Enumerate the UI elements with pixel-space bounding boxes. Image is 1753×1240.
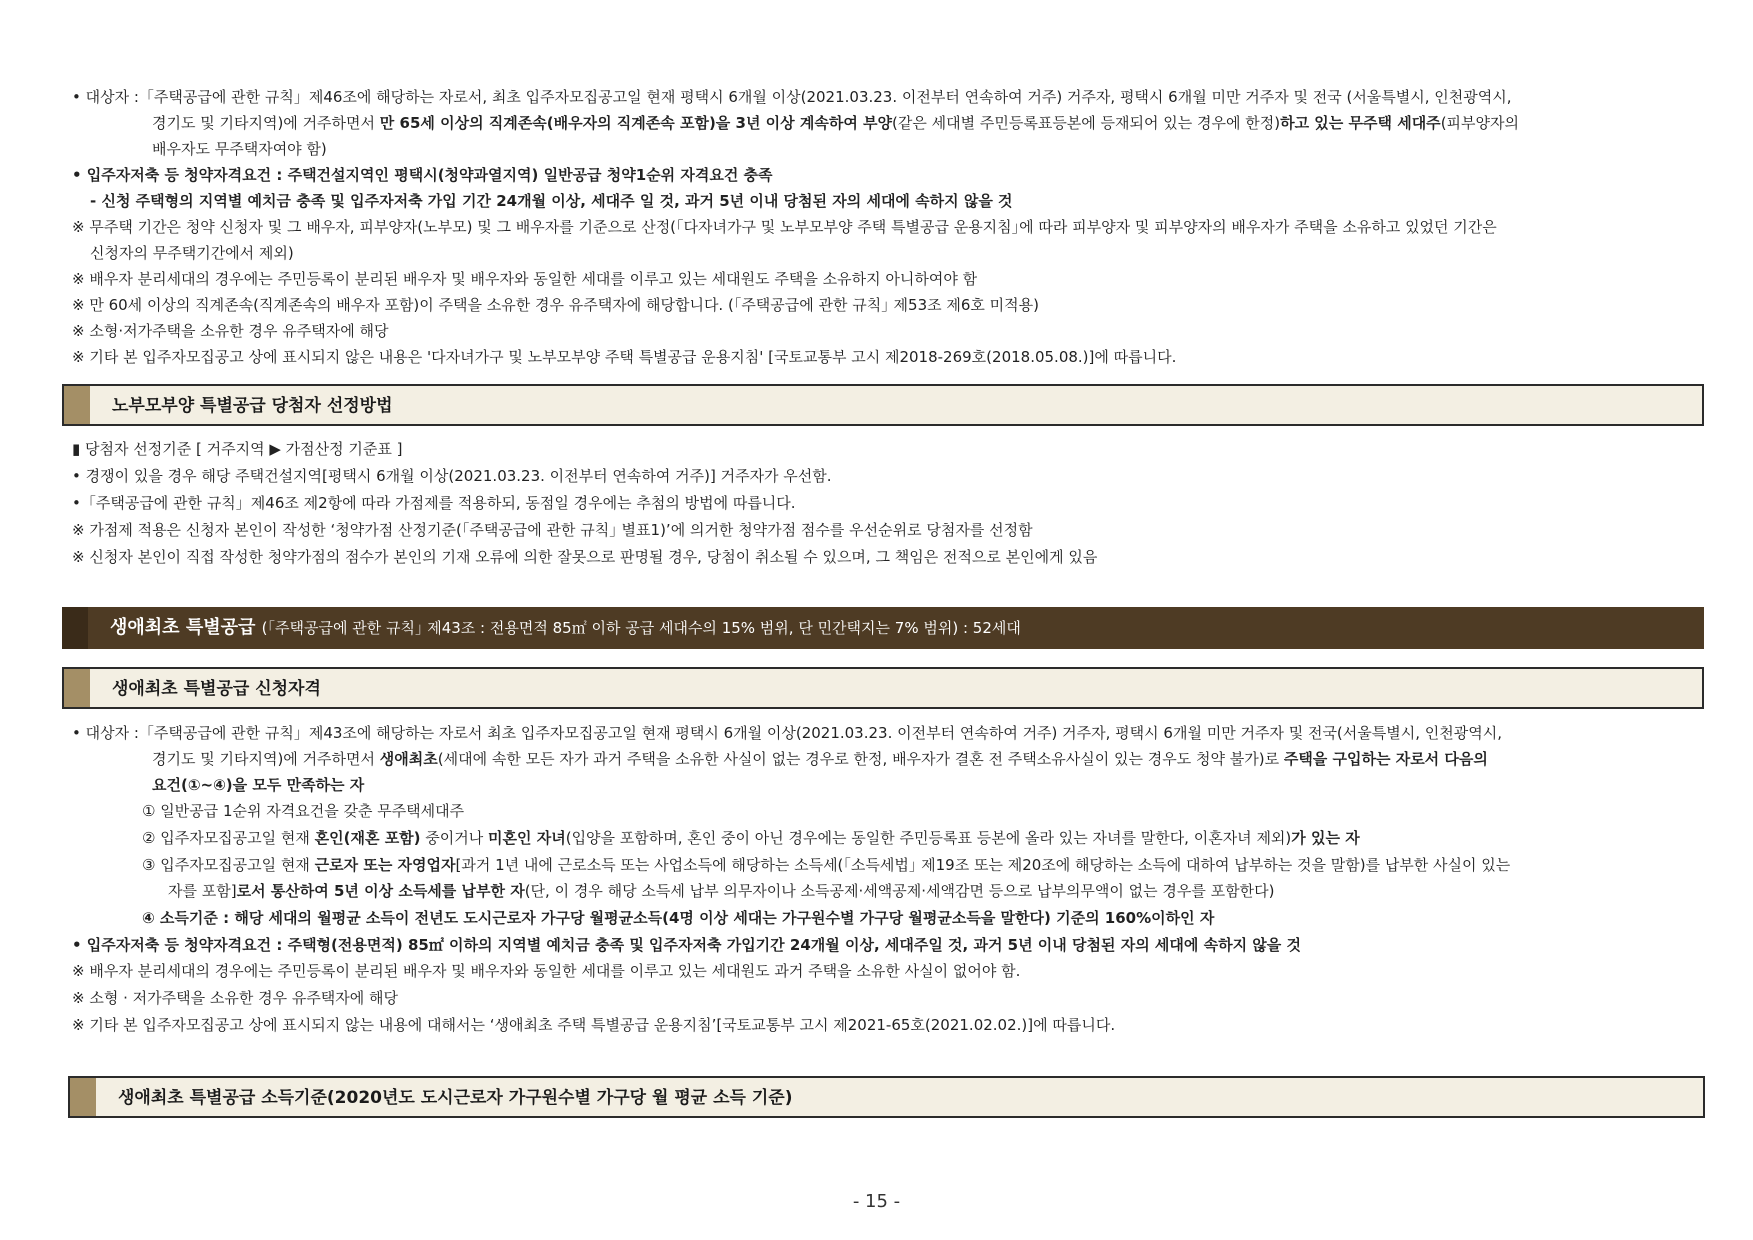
criteria-line: ▮ 당첨자 선정기준 [ 거주지역 ▶ 가점산정 기준표 ] xyxy=(72,440,403,458)
condition-item: ① 일반공급 1순위 자격요건을 갖춘 무주택세대주 xyxy=(142,802,465,820)
page-number: - 15 - xyxy=(852,1191,901,1212)
header-tab xyxy=(62,607,88,649)
section-header xyxy=(68,1076,1705,1118)
section-title: 생애최초 특별공급 소득기준(2020년도 도시근로자 가구원수별 가구당 월 평균 소득 기준) xyxy=(118,1088,793,1108)
eligibility-line: 요건(①~④)을 모두 만족하는 자 xyxy=(152,776,365,794)
section-banner xyxy=(62,607,1704,649)
section-title: 노부모부양 특별공급 당첨자 선정방법 xyxy=(112,396,393,416)
eligibility-line: • 대상자 :「주택공급에 관한 규칙」제46조에 해당하는 자로서, 최초 입주자모집공고일 현재 평택시 6개월 이상(2021.03.23. 이전부터 연속하여 거주) 거주자, 평택시 6개월 미만 거주자 및 전국 (서울특별시, 인천광역시, xyxy=(72,88,1512,106)
condition-item: ④ 소득기준 : 해당 세대의 월평균 소득이 전년도 도시근로자 가구당 월평균소득(4명 이상 세대는 가구원수별 가구당 월평균소득을 말한다) 기준의 160%이하인 자 xyxy=(142,909,1215,927)
condition-item: 자를 포함]로서 통산하여 5년 이상 소득세를 납부한 자(단, 이 경우 해당 소득세 납부 의무자이나 소득공제·세액공제·세액감면 등으로 납부의무액이 없는 경우를 포함한다) xyxy=(168,882,1275,900)
note-line: ※ 신청자 본인이 직접 작성한 청약가점의 점수가 본인의 기재 오류에 의한 잘못으로 판명될 경우, 당첨이 취소될 수 있으며, 그 책임은 전적으로 본인에게 있음 xyxy=(72,548,1098,566)
header-tab xyxy=(64,669,90,707)
note-line: 신청자의 무주택기간에서 제외) xyxy=(90,244,294,262)
note-line: ※ 배우자 분리세대의 경우에는 주민등록이 분리된 배우자 및 배우자와 동일한 세대를 이루고 있는 세대원도 과거 주택을 소유한 사실이 없어야 함. xyxy=(72,962,1021,980)
section-header xyxy=(62,384,1704,426)
eligibility-line: 경기도 및 기타지역)에 거주하면서 생애최초(세대에 속한 모든 자가 과거 주택을 소유한 사실이 없는 경우로 한정, 배우자가 결혼 전 주택소유사실이 있는 경우도 청약 불가)로 주택을 구입하는 자로서 다음의 xyxy=(152,750,1488,768)
condition-item: ③ 입주자모집공고일 현재 근로자 또는 자영업자[과거 1년 내에 근로소득 또는 사업소득에 해당하는 소득세(｢소득세법｣ 제19조 또는 제20조에 해당하는 소득에 대하여 납부하는 것을 말함)를 납부한 사실이 있는 xyxy=(142,856,1511,874)
header-tab xyxy=(70,1078,96,1116)
section-title: 생애최초 특별공급 (｢주택공급에 관한 규칙｣ 제43조 : 전용면적 85㎡ 이하 공급 세대수의 15% 범위, 단 민간택지는 7% 범위) : 52세대 xyxy=(110,617,1021,638)
section-header xyxy=(62,667,1704,709)
note-line: ※ 소형 · 저가주택을 소유한 경우 유주택자에 해당 xyxy=(72,989,399,1007)
note-line: ※ 무주택 기간은 청약 신청자 및 그 배우자, 피부양자(노부모) 및 그 배우자를 기준으로 산정(｢다자녀가구 및 노부모부양 주택 특별공급 운용지침｣에 따라 피부양자 및 피부양자의 배우자가 주택을 소유하고 있었던 기간은 xyxy=(72,218,1497,236)
requirement-line: • 입주자저축 등 청약자격요건 : 주택건설지역인 평택시(청약과열지역) 일반공급 청약1순위 자격요건 충족 xyxy=(72,166,773,184)
condition-item: ② 입주자모집공고일 현재 혼인(재혼 포함) 중이거나 미혼인 자녀(입양을 포함하며, 혼인 중이 아닌 경우에는 동일한 주민등록표 등본에 올라 있는 자녀를 말한다, 이혼자녀 제외)가 있는 자 xyxy=(142,829,1360,847)
note-line: ※ 배우자 분리세대의 경우에는 주민등록이 분리된 배우자 및 배우자와 동일한 세대를 이루고 있는 세대원도 주택을 소유하지 아니하여야 함 xyxy=(72,270,978,288)
eligibility-line: 경기도 및 기타지역)에 거주하면서 만 65세 이상의 직계존속(배우자의 직계존속 포함)을 3년 이상 계속하여 부양(같은 세대별 주민등록표등본에 등재되어 있는 경우에 한정)하고 있는 무주택 세대주(피부양자의 xyxy=(152,114,1519,132)
requirement-line: • 입주자저축 등 청약자격요건 : 주택형(전용면적) 85㎡ 이하의 지역별 예치금 충족 및 입주자저축 가입기간 24개월 이상, 세대주일 것, 과거 5년 이내 당첨된 자의 세대에 속하지 않을 것 xyxy=(72,936,1301,954)
note-line: ※ 기타 본 입주자모집공고 상에 표시되지 않은 내용은 '다자녀가구 및 노부모부양 주택 특별공급 운용지침' [국토교통부 고시 제2018-269호(2018.05.08.)]에 따릅니다. xyxy=(72,348,1177,366)
note-line: ※ 만 60세 이상의 직계존속(직계존속의 배우자 포함)이 주택을 소유한 경우 유주택자에 해당합니다. (｢주택공급에 관한 규칙｣ 제53조 제6호 미적용) xyxy=(72,296,1039,314)
note-line: ※ 소형·저가주택을 소유한 경우 유주택자에 해당 xyxy=(72,322,389,340)
section-title: 생애최초 특별공급 신청자격 xyxy=(112,679,321,699)
eligibility-line: 배우자도 무주택자여야 함) xyxy=(152,140,327,158)
requirement-sub-line: - 신청 주택형의 지역별 예치금 충족 및 입주자저축 가입 기간 24개월 이상, 세대주 일 것, 과거 5년 이내 당첨된 자의 세대에 속하지 않을 것 xyxy=(90,192,1013,210)
criteria-line: •「주택공급에 관한 규칙」제46조 제2항에 따라 가점제를 적용하되, 동점일 경우에는 추첨의 방법에 따릅니다. xyxy=(72,494,796,512)
header-tab xyxy=(64,386,90,424)
note-line: ※ 기타 본 입주자모집공고 상에 표시되지 않는 내용에 대해서는 ‘생애최초 주택 특별공급 운용지침’[국토교통부 고시 제2021-65호(2021.02.02.)]에 따릅니다. xyxy=(72,1016,1116,1034)
note-line: ※ 가점제 적용은 신청자 본인이 작성한 ‘청약가점 산정기준(｢주택공급에 관한 규칙｣ 별표1)’에 의거한 청약가점 점수를 우선순위로 당첨자를 선정함 xyxy=(72,521,1033,539)
criteria-line: • 경쟁이 있을 경우 해당 주택건설지역[평택시 6개월 이상(2021.03.23. 이전부터 연속하여 거주)] 거주자가 우선함. xyxy=(72,467,832,485)
eligibility-line: • 대상자 :「주택공급에 관한 규칙」제43조에 해당하는 자로서 최초 입주자모집공고일 현재 평택시 6개월 이상(2021.03.23. 이전부터 연속하여 거주) 거주자, 평택시 6개월 미만 거주자 및 전국(서울특별시, 인천광역시, xyxy=(72,724,1502,742)
